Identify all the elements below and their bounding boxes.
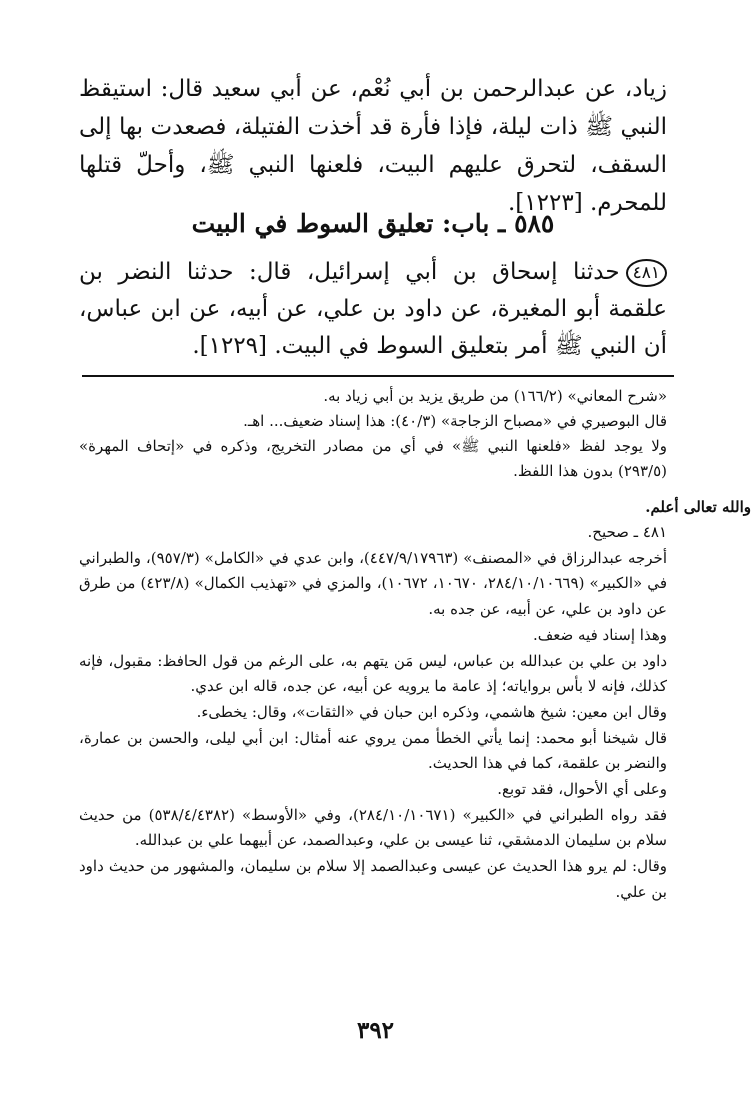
hadith-number-badge: ٤٨١ bbox=[626, 259, 667, 287]
takhrij-paragraph: فقد رواه الطبراني في «الكبير» (٢٨٤/١٠/١٠٦٧١)، وفي «الأوسط» (٥٣٨/٤/٤٣٨٢) من حديث سلام بن سليمان الدمشقي، ثنا عيسى بن علي، وعبدالصمد، عن أبيهما علي بن عبدالله. bbox=[79, 805, 667, 850]
closing-phrase: والله تعالى أعلم. bbox=[645, 498, 751, 516]
main-paragraph: زياد، عن عبدالرحمن بن أبي نُعْم، عن أبي سعيد قال: استيقظ النبي ﷺ ذات ليلة، فإذا فأرة قد أخذت الفتيلة، فصعدت بها إلى السقف، لتحرق عليهم البيت، فلعنها النبي ﷺ، وأحلّ قتلها للمحرم. [١٢٢٣]. bbox=[79, 76, 667, 216]
takhrij-heading: ٤٨١ ـ صحيح. bbox=[587, 523, 667, 541]
takhrij-paragraph: قال شيخنا أبو محمد: إنما يأتي الخطأ ممن يروي عنه أمثال: ابن أبي ليلى، والحسن بن عمارة، والنضر بن علقمة، كما في هذا الحديث. bbox=[79, 728, 667, 773]
hadith-block bbox=[79, 254, 667, 365]
footnote-line: قال البوصيري في «مصباح الزجاجة» (٤٠/٣): هذا إسناد ضعيف... اهـ. bbox=[243, 412, 667, 430]
footnote-divider bbox=[82, 375, 674, 377]
takhrij-paragraph: وقال: لم يرو هذا الحديث عن عيسى وعبدالصمد إلا سلام بن سليمان، والمشهور من حديث داود بن علي. bbox=[79, 857, 667, 901]
hadith-text: حدثنا إسحاق بن أبي إسرائيل، قال: حدثنا النضر بن علقمة أبو المغيرة، عن داود بن علي، عن أبيه، عن ابن عباس، أن النبي ﷺ أمر بتعليق السوط في البيت. [١٢٢٩]. bbox=[79, 259, 667, 359]
footnote-line: ولا يوجد لفظ «فلعنها النبي ﷺ» في أي من مصادر التخريج، وذكره في «إتحاف المهرة» (٢٩٣/٥) بدون هذا اللفظ. bbox=[79, 437, 667, 480]
takhrij-paragraph: وهذا إسناد فيه ضعف. bbox=[532, 625, 667, 644]
takhrij-paragraph: أخرجه عبدالرزاق في «المصنف» (٤٤٧/٩/١٧٩٦٣)، وابن عدي في «الكامل» (٩٥٧/٣)، والطبراني في «الكبير» (٢٨٤/١٠/١٠٦٦٩، ١٠٦٧٠، ١٠٦٧٢)، والمزي في «تهذيب الكمال» (٤٢٣/٨) من طرق عن داود بن علي، عن أبيه، عن جده به. bbox=[79, 548, 667, 619]
main-text-block bbox=[79, 70, 667, 222]
takhrij-block bbox=[79, 520, 667, 906]
footnote-line: «شرح المعاني» (١٦٦/٢) من طريق يزيد بن أبي زياد به. bbox=[323, 387, 667, 405]
chapter-heading: ٥٨٥ ـ باب: تعليق السوط في البيت bbox=[191, 209, 555, 238]
footnotes-block bbox=[79, 384, 667, 484]
takhrij-paragraph: وعلى أي الأحوال، فقد توبع. bbox=[497, 780, 667, 799]
page-number: ٣٩٢ bbox=[356, 1017, 395, 1044]
takhrij-paragraph: داود بن علي بن عبدالله بن عباس، ليس مَن يتهم به، على الرغم من قول الحافظ: مقبول، فإنه كذلك، فإنه لا بأس برواياته؛ إذ عامة ما يرويه عن أبيه، عن جده، قاله ابن عدي. bbox=[79, 651, 667, 696]
takhrij-paragraph: وقال ابن معين: شيخ هاشمي، وذكره ابن حبان في «الثقات»، وقال: يخطىء. bbox=[196, 702, 667, 721]
